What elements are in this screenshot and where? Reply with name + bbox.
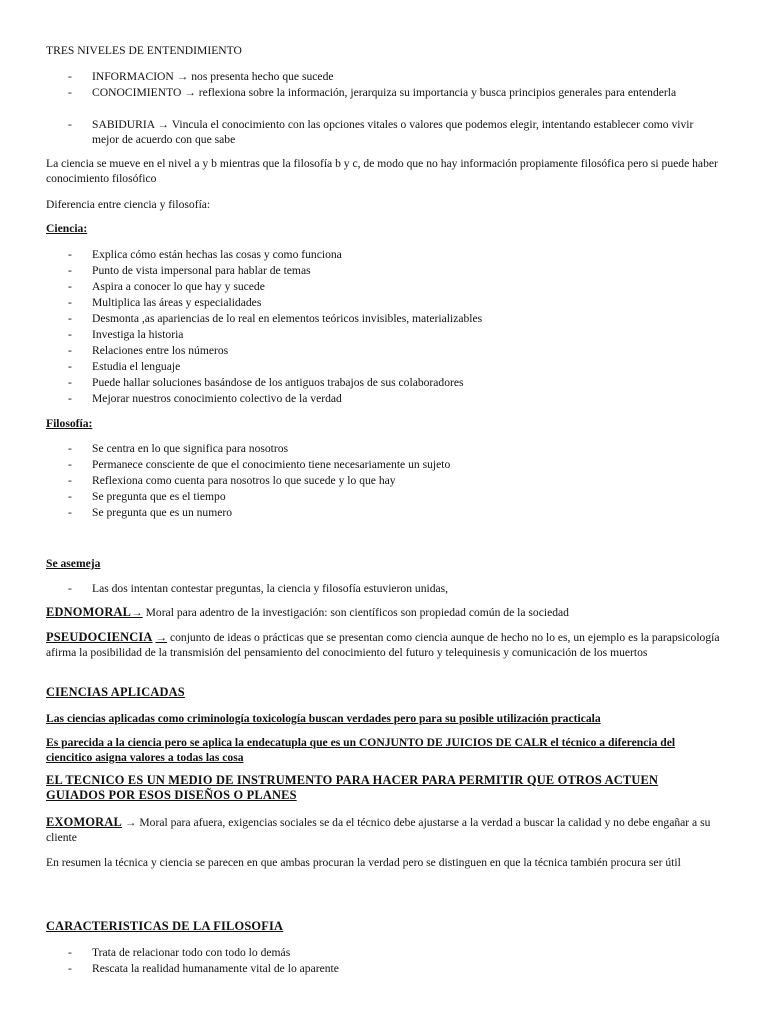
arrow-icon: → [124,816,137,829]
arrow-icon: → [176,70,189,83]
filosofia-item: Se centra en lo que significa para nosotros [92,442,289,455]
caracteristica-item: Rescata la realidad humanamente vital de lo aparente [92,962,339,975]
heading-se-asemeja: Se asemeja [46,557,101,570]
caracteristica-item: Trata de relacionar todo con todo lo demás [92,946,291,959]
exomoral-text: Moral para afuera, exigencias sociales se da el técnico debe ajustarse a la verdad a buscar la calidad y no debe engañar a su cliente [46,816,711,844]
pseudociencia-text: conjunto de ideas o prácticas que se presentan como ciencia aunque de hecho no lo es, un ejemplo es la parapsicología afirma la posibilidad de la transmisión del pensamiento del conocimiento del futuro y telequinesis y comunicación de los muertos [46,631,720,659]
paragraph-ciencia-mueve: La ciencia se mueve en el nivel a y b mientras que la filosofía b y c, de modo que no hay información propiamente filosófica pero si puede haber conocimiento filosófico [46,157,718,185]
filosofia-item: Reflexiona como cuenta para nosotros lo que sucede y lo que hay [92,474,396,487]
nivel-text: nos presenta hecho que sucede [191,70,334,83]
nivel-text: Vincula el conocimiento con las opciones vitales o valores que podemos elegir, intentando establecer como vivir mejor de acuerdo con que sabe [92,118,694,146]
ciencia-item: Desmonta ,as apariencias de lo real en elementos teóricos invisibles, materializables [92,312,483,325]
bullet-dash: - [68,458,72,471]
bullet-dash: - [68,280,72,293]
bullet-dash: - [68,442,72,455]
arrow-icon: → [157,118,169,131]
heading-ciencia: Ciencia: [46,222,88,235]
arrow-icon: → [131,606,143,619]
pseudociencia-paragraph [46,630,721,660]
bullet-dash: - [68,376,72,389]
bullet-dash: - [68,70,72,83]
bullet-dash: - [68,582,72,595]
paragraph-diferencia: Diferencia entre ciencia y filosofía: [46,198,211,211]
nivel-text: reflexiona sobre la información, jerarquiza su importancia y busca principios generales para entenderla [198,86,677,99]
nivel-conocimiento [92,85,712,100]
bullet-dash: - [68,118,72,131]
heading-ciencias-aplicadas: CIENCIAS APLICADAS [46,685,185,699]
exomoral-paragraph [46,815,721,845]
arrow-icon: → [155,631,168,644]
document-title: TRES NIVELES DE ENTENDIMIENTO [46,44,242,57]
filosofia-item: Se pregunta que es el tiempo [92,490,226,503]
filosofia-item: Permanece consciente de que el conocimiento tiene necesariamente un sujeto [92,458,451,471]
ednomoral-term: EDNOMORAL [46,605,132,619]
ciencia-item: Aspira a conocer lo que hay y sucede [92,280,265,293]
heading-filosofia: Filosofía: [46,417,93,430]
bullet-dash: - [68,474,72,487]
ciencia-item: Explica cómo están hechas las cosas y como funciona [92,248,342,261]
bullet-dash: - [68,490,72,503]
arrow-icon: → [184,86,196,99]
ciencia-item: Investiga la historia [92,328,184,341]
asemeja-item: Las dos intentan contestar preguntas, la ciencia y filosofía estuvieron unidas, [92,582,449,595]
bullet-dash: - [68,264,72,277]
bullet-dash: - [68,248,72,261]
ednomoral-line [46,605,569,620]
bullet-dash: - [68,296,72,309]
bullet-dash: - [68,344,72,357]
bullet-dash: - [68,86,72,99]
bullet-dash: - [68,962,72,975]
nivel-term: CONOCIMIENTO [92,86,182,99]
ciencia-item: Multiplica las áreas y especialidades [92,296,262,309]
ciencia-item: Punto de vista impersonal para hablar de temas [92,264,311,277]
bullet-dash: - [68,312,72,325]
tecnico-statement: EL TECNICO ES UN MEDIO DE INSTRUMENTO PARA HACER PARA PERMITIR QUE OTROS ACTUEN GUIADOS POR ESOS DISEÑOS O PLANES [46,773,659,802]
heading-caracteristicas: CARACTERISTICAS DE LA FILOSOFIA [46,919,284,933]
aplicadas-line-1: Las ciencias aplicadas como criminología toxicología buscan verdades pero para su posible utilización practicala [46,712,601,725]
nivel-term: INFORMACION [92,70,174,83]
aplicadas-line-2: Es parecida a la ciencia pero se aplica la endecatupla que es un CONJUNTO DE JUICIOS DE CALR el técnico a diferencia del ciencitico asigna valores a todas las cosa [46,736,676,764]
ciencia-item: Estudia el lenguaje [92,360,181,373]
ciencia-item: Puede hallar soluciones basándose de los antiguos trabajos de sus colaboradores [92,376,464,389]
bullet-dash: - [68,328,72,341]
resumen-paragraph: En resumen la técnica y ciencia se parecen en que ambas procuran la verdad pero se distinguen en que la técnica también procura ser útil [46,856,681,869]
ciencia-item: Mejorar nuestros conocimiento colectivo de la verdad [92,392,342,405]
ednomoral-text: Moral para adentro de la investigación: son científicos son propiedad común de la sociedad [145,606,569,619]
bullet-dash: - [68,946,72,959]
bullet-dash: - [68,506,72,519]
bullet-dash: - [68,392,72,405]
nivel-term: SABIDURIA [92,118,155,131]
nivel-informacion [92,69,334,84]
exomoral-term: EXOMORAL [46,815,122,829]
filosofia-item: Se pregunta que es un numero [92,506,233,519]
bullet-dash: - [68,360,72,373]
pseudociencia-term: PSEUDOCIENCIA [46,630,153,644]
ciencia-item: Relaciones entre los números [92,344,229,357]
nivel-sabiduria [92,117,712,147]
